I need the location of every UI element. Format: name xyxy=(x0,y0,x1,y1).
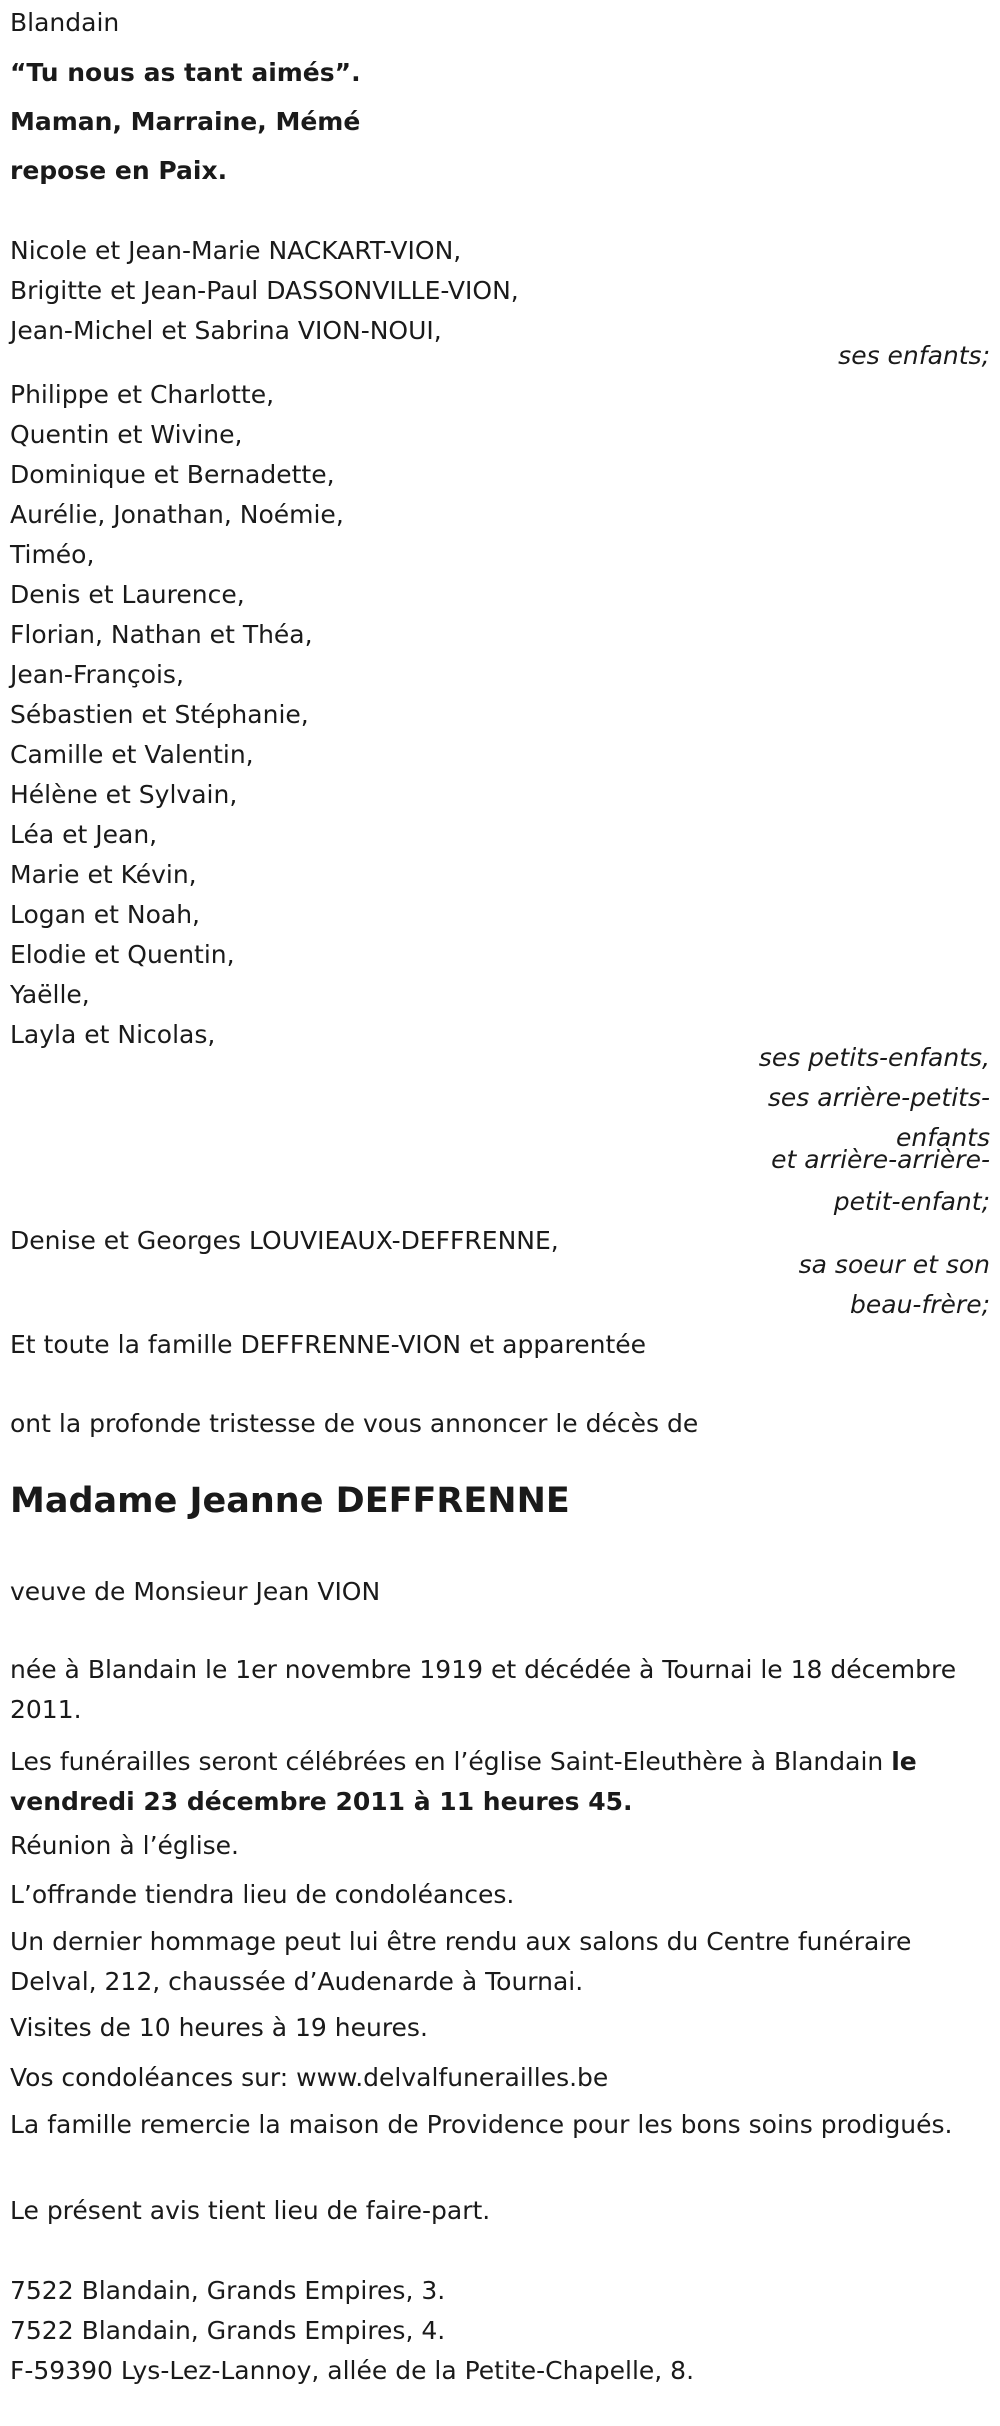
address-line: 7522 Blandain, Grands Empires, 4. xyxy=(10,2316,446,2345)
grandchild-name: Philippe et Charlotte, xyxy=(10,380,275,409)
grandchild-name: Sébastien et Stéphanie, xyxy=(10,700,309,729)
deceased-name: Madame Jeanne DEFFRENNE xyxy=(10,1481,570,1521)
notice-text: Le présent avis tient lieu de faire-part. xyxy=(10,2196,491,2225)
grandchild-name: Aurélie, Jonathan, Noémie, xyxy=(10,500,344,529)
family-line: Et toute la famille DEFFRENNE-VION et apparentée xyxy=(10,1330,647,1359)
grandchild-name: Léa et Jean, xyxy=(10,820,158,849)
tribute-text: Un dernier hommage peut lui être rendu aux salons du Centre funéraire Delval, 212, chaussée d’Audenarde à Tournai. xyxy=(10,1927,912,1996)
widow-line: veuve de Monsieur Jean VION xyxy=(10,1577,381,1606)
grandchild-name: Dominique et Bernadette, xyxy=(10,460,335,489)
grandchild-name: Timéo, xyxy=(10,540,95,569)
grandchildren-role: ses petits-enfants, xyxy=(758,1043,990,1072)
visits-text: Visites de 10 heures à 19 heures. xyxy=(10,2013,428,2042)
grandchildren-role: petit-enfant; xyxy=(833,1187,990,1216)
funeral-text xyxy=(10,1742,985,1822)
grandchild-name: Layla et Nicolas, xyxy=(10,1020,216,1049)
sibling-name: Denise et Georges LOUVIEAUX-DEFFRENNE, xyxy=(10,1226,559,1255)
sibling-role: beau-frère; xyxy=(850,1290,990,1319)
child-name: Nicole et Jean-Marie NACKART-VION, xyxy=(10,236,462,265)
grandchild-name: Logan et Noah, xyxy=(10,900,201,929)
grandchild-name: Marie et Kévin, xyxy=(10,860,197,889)
grandchild-name: Quentin et Wivine, xyxy=(10,420,243,449)
header-place: Blandain xyxy=(10,8,120,37)
sibling-role: sa soeur et son xyxy=(798,1250,990,1279)
thanks-text: La famille remercie la maison de Providence pour les bons soins prodigués. xyxy=(10,2110,953,2139)
grandchildren-role: et arrière-arrière- xyxy=(771,1145,990,1174)
grandchild-name: Hélène et Sylvain, xyxy=(10,780,238,809)
header-rest: repose en Paix. xyxy=(10,156,228,185)
header-quote: “Tu nous as tant aimés”. xyxy=(10,58,361,87)
address-line: F-59390 Lys-Lez-Lannoy, allée de la Petite-Chapelle, 8. xyxy=(10,2356,695,2385)
funeral-date: le vendredi 23 décembre 2011 à 11 heures 45. xyxy=(10,1747,917,1816)
child-name: Jean-Michel et Sabrina VION-NOUI, xyxy=(10,316,442,345)
header-titles: Maman, Marraine, Mémé xyxy=(10,107,361,136)
meeting-text: Réunion à l’église. xyxy=(10,1831,240,1860)
grandchildren-role: enfants xyxy=(895,1123,990,1152)
birth-death-text: née à Blandain le 1er novembre 1919 et décédée à Tournai le 18 décembre 2011. xyxy=(10,1655,957,1724)
grandchild-name: Yaëlle, xyxy=(10,980,90,1009)
grandchild-name: Denis et Laurence, xyxy=(10,580,245,609)
grandchild-name: Elodie et Quentin, xyxy=(10,940,235,969)
funeral-place: Les funérailles seront célébrées en l’église Saint-Eleuthère à Blandain xyxy=(10,1747,892,1776)
children-role: ses enfants; xyxy=(838,341,990,370)
child-name: Brigitte et Jean-Paul DASSONVILLE-VION, xyxy=(10,276,519,305)
grandchild-name: Jean-François, xyxy=(10,660,184,689)
address-line: 7522 Blandain, Grands Empires, 3. xyxy=(10,2276,446,2305)
condolences-text: Vos condoléances sur: www.delvalfunerailles.be xyxy=(10,2063,609,2092)
grandchild-name: Florian, Nathan et Théa, xyxy=(10,620,313,649)
grandchild-name: Camille et Valentin, xyxy=(10,740,254,769)
grandchildren-role: ses arrière-petits- xyxy=(767,1083,990,1112)
offering-text: L’offrande tiendra lieu de condoléances. xyxy=(10,1880,515,1909)
announcement: ont la profonde tristesse de vous annoncer le décès de xyxy=(10,1409,699,1438)
